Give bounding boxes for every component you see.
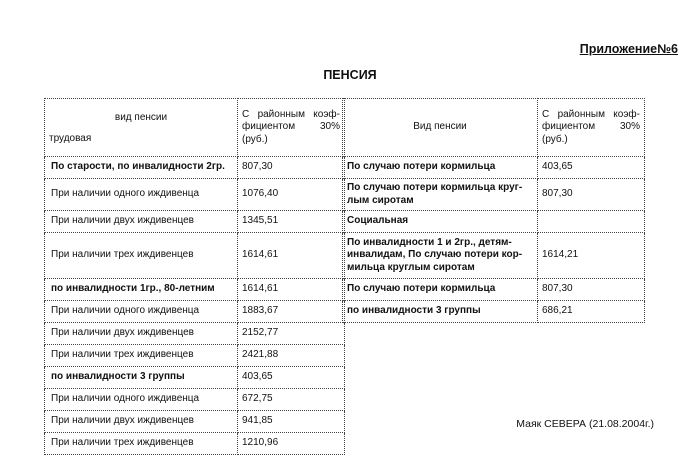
table-row	[343, 157, 645, 179]
pension-type-cell: по инвалидности 3 группы	[45, 367, 238, 389]
pension-amount-cell: 1614,61	[238, 233, 345, 279]
table-row	[45, 179, 345, 211]
pension-amount-cell: 2152,77	[238, 323, 345, 345]
pension-amount-cell: 1883,67	[238, 301, 345, 323]
pension-type-cell	[343, 211, 538, 233]
pension-type-cell: При наличии трех иждивенцев	[45, 345, 238, 367]
pension-type-cell	[343, 233, 538, 279]
pension-type-line: лым сиротам	[347, 194, 414, 206]
pension-type-cell: При наличии двух иждивенцев	[45, 323, 238, 345]
table-row	[45, 389, 345, 411]
header-amount-word: 30%	[619, 121, 640, 133]
source-citation: Маяк СЕВЕРА (21.08.2004г.)	[516, 418, 654, 430]
labor-pension-table	[44, 98, 345, 455]
appendix-label: Приложение№6	[579, 42, 678, 56]
column-header-type: Вид пенсии	[343, 99, 538, 157]
header-amount-word: 30%	[319, 121, 340, 133]
pension-type-line: Социальная	[347, 215, 409, 227]
table-row	[343, 211, 645, 233]
table-header-row	[45, 99, 345, 157]
table-row	[343, 279, 645, 301]
pension-type-line: мильца круглым сиротам	[347, 261, 475, 273]
other-pension-table	[342, 98, 645, 323]
pension-type-line: По инвалидности 1 и 2гр., детям-	[347, 236, 512, 248]
column-header-type	[45, 99, 238, 157]
pension-type-cell	[343, 179, 538, 211]
table-header-row	[343, 99, 645, 157]
table-row	[45, 345, 345, 367]
table-row	[45, 367, 345, 389]
pension-type-cell: по инвалидности 1гр., 80-летним	[45, 279, 238, 301]
pension-amount-cell: 1345,51	[238, 211, 345, 233]
pension-amount-cell: 403,65	[238, 367, 345, 389]
pension-type-line: По случаю потери кормильца	[347, 283, 496, 295]
header-amount-word: районным	[557, 108, 605, 120]
header-amount-word: фициентом	[542, 121, 596, 133]
table-row	[343, 179, 645, 211]
pension-amount-cell: 941,85	[238, 411, 345, 433]
column-header-amount	[538, 99, 645, 157]
header-amount-word: фициентом	[242, 121, 296, 133]
table-row	[45, 323, 345, 345]
page-title: ПЕНСИЯ	[323, 68, 377, 82]
table-row	[343, 301, 645, 323]
pension-amount-cell: 1210,96	[238, 433, 345, 455]
pension-type-line: по инвалидности 3 группы	[347, 305, 481, 317]
table-row	[45, 211, 345, 233]
header-amount-word: С	[242, 108, 250, 120]
pension-type-cell: При наличии одного иждивенца	[45, 179, 238, 211]
pension-type-cell: При наличии двух иждивенцев	[45, 211, 238, 233]
column-header-amount	[238, 99, 345, 157]
pension-type-cell	[343, 157, 538, 179]
table-row	[45, 279, 345, 301]
pension-amount-cell: 2421,88	[238, 345, 345, 367]
header-amount-word: коэф-	[313, 108, 340, 120]
table-row	[45, 233, 345, 279]
pension-type-cell	[343, 301, 538, 323]
pension-amount-cell: 686,21	[538, 301, 645, 323]
header-type-sublabel: трудовая	[49, 132, 92, 144]
pension-amount-cell: 807,30	[238, 157, 345, 179]
pension-type-line: инвалидам, По случаю потери кор-	[347, 249, 523, 261]
pension-type-cell: При наличии двух иждивенцев	[45, 411, 238, 433]
pension-amount-cell: 1614,21	[538, 233, 645, 279]
table-row	[45, 411, 345, 433]
header-amount-word: коэф-	[613, 108, 640, 120]
pension-type-cell: При наличии одного иждивенца	[45, 301, 238, 323]
pension-amount-cell: 403,65	[538, 157, 645, 179]
header-amount-unit: (руб.)	[542, 133, 568, 145]
table-row	[45, 157, 345, 179]
header-amount-unit: (руб.)	[242, 133, 268, 145]
pension-type-cell: При наличии одного иждивенца	[45, 389, 238, 411]
header-amount-word: С	[542, 108, 550, 120]
pension-type-line: По случаю потери кормильца круг-	[347, 182, 523, 193]
pension-type-cell: По старости, по инвалидности 2гр.	[45, 157, 238, 179]
table-row	[45, 301, 345, 323]
pension-type-cell	[343, 279, 538, 301]
pension-amount-cell: 1076,40	[238, 179, 345, 211]
pension-amount-cell: 672,75	[238, 389, 345, 411]
header-amount-word: районным	[257, 108, 305, 120]
header-type-label: вид пенсии	[114, 112, 168, 123]
pension-type-line: По случаю потери кормильца	[347, 161, 496, 173]
pension-type-cell: При наличии трех иждивенцев	[45, 233, 238, 279]
pension-type-cell: При наличии трех иждивенцев	[45, 433, 238, 455]
pension-amount-cell	[538, 211, 645, 233]
table-row	[343, 233, 645, 279]
table-row	[45, 433, 345, 455]
pension-amount-cell: 807,30	[538, 179, 645, 211]
pension-amount-cell: 807,30	[538, 279, 645, 301]
pension-amount-cell: 1614,61	[238, 279, 345, 301]
